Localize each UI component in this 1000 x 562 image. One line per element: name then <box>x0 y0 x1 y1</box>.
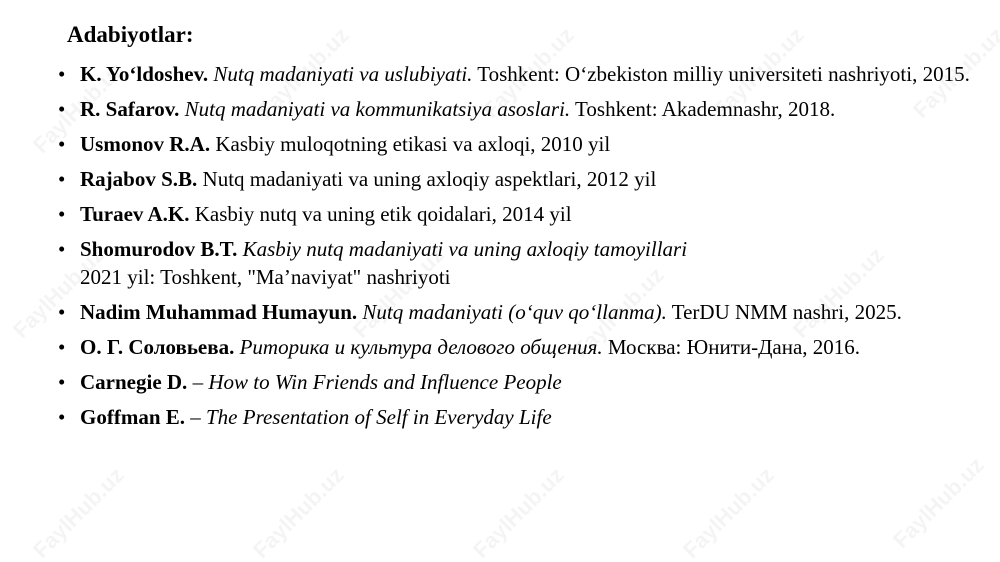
ref-author: Carnegie D. <box>80 370 188 394</box>
page-title: Adabiyotlar: <box>67 22 194 47</box>
list-item <box>56 403 986 431</box>
ref-author: Nadim Muhammad Humayun. <box>80 300 358 324</box>
ref-author: О. Г. Соловьева. <box>80 335 235 359</box>
ref-title: Риторика и культура делового общения. <box>239 335 603 359</box>
bullet: • <box>58 335 66 359</box>
list-item <box>56 95 986 123</box>
ref-title: Nutq madaniyati va kommunikatsiya asoslari. <box>184 97 571 121</box>
bullet: • <box>58 132 66 156</box>
ref-details: TerDU NMM nashri, 2025. <box>666 300 902 324</box>
watermark <box>28 462 129 562</box>
ref-author: Goffman E. <box>80 405 185 429</box>
list-item <box>56 165 986 193</box>
ref-details: Toshkent: O‘zbekiston milliy universiteti nashriyoti, 2015. <box>472 62 970 86</box>
ref-author: R. Safarov. <box>80 97 180 121</box>
list-item <box>56 130 986 158</box>
ref-details: Kasbiy muloqotning etikasi va axloqi, 2010 yil <box>215 132 611 156</box>
ref-title: Nutq madaniyati va uslubiyati. <box>213 62 473 86</box>
reference-list <box>56 60 986 438</box>
ref-details: Kasbiy nutq va uning etik qoidalari, 2014 yil <box>194 202 572 226</box>
ref-author: Usmonov R.A. <box>80 132 211 156</box>
list-item <box>56 235 986 291</box>
ref-details: 2021 yil: Toshkent, "Ma’naviyat" nashriyoti <box>80 265 451 289</box>
bullet: • <box>58 202 66 226</box>
bullet: • <box>58 370 66 394</box>
ref-details: Toshkent: Akademnashr, 2018. <box>570 97 836 121</box>
ref-separator: – <box>187 370 209 394</box>
ref-title: The Presentation of Self in Everyday Life <box>206 405 552 429</box>
watermark <box>888 452 989 553</box>
ref-details: Москва: Юнити-Дана, 2016. <box>602 335 861 359</box>
list-item <box>56 368 986 396</box>
bullet: • <box>58 300 66 324</box>
ref-separator: – <box>185 405 206 429</box>
bullet: • <box>58 167 66 191</box>
watermark <box>678 462 779 562</box>
ref-author: Shomurodov B.T. <box>80 237 238 261</box>
list-item <box>56 200 986 228</box>
list-item <box>56 333 986 361</box>
ref-details: Nutq madaniyati va uning axloqiy aspektlari, 2012 yil <box>202 167 657 191</box>
bullet: • <box>58 237 66 261</box>
bullet: • <box>58 62 66 86</box>
ref-title: Nutq madaniyati (o‘quv qo‘llanma). <box>362 300 667 324</box>
list-item <box>56 60 986 88</box>
bullet: • <box>58 405 66 429</box>
watermark <box>468 462 569 562</box>
ref-author: K. Yo‘ldoshev. <box>80 62 209 86</box>
watermark <box>248 462 349 562</box>
list-item <box>56 298 986 326</box>
ref-title: Kasbiy nutq madaniyati va uning axloqiy tamoyillari <box>242 237 688 261</box>
ref-title: How to Win Friends and Influence People <box>208 370 562 394</box>
bullet: • <box>58 97 66 121</box>
ref-author: Turaev A.K. <box>80 202 190 226</box>
ref-author: Rajabov S.B. <box>80 167 198 191</box>
